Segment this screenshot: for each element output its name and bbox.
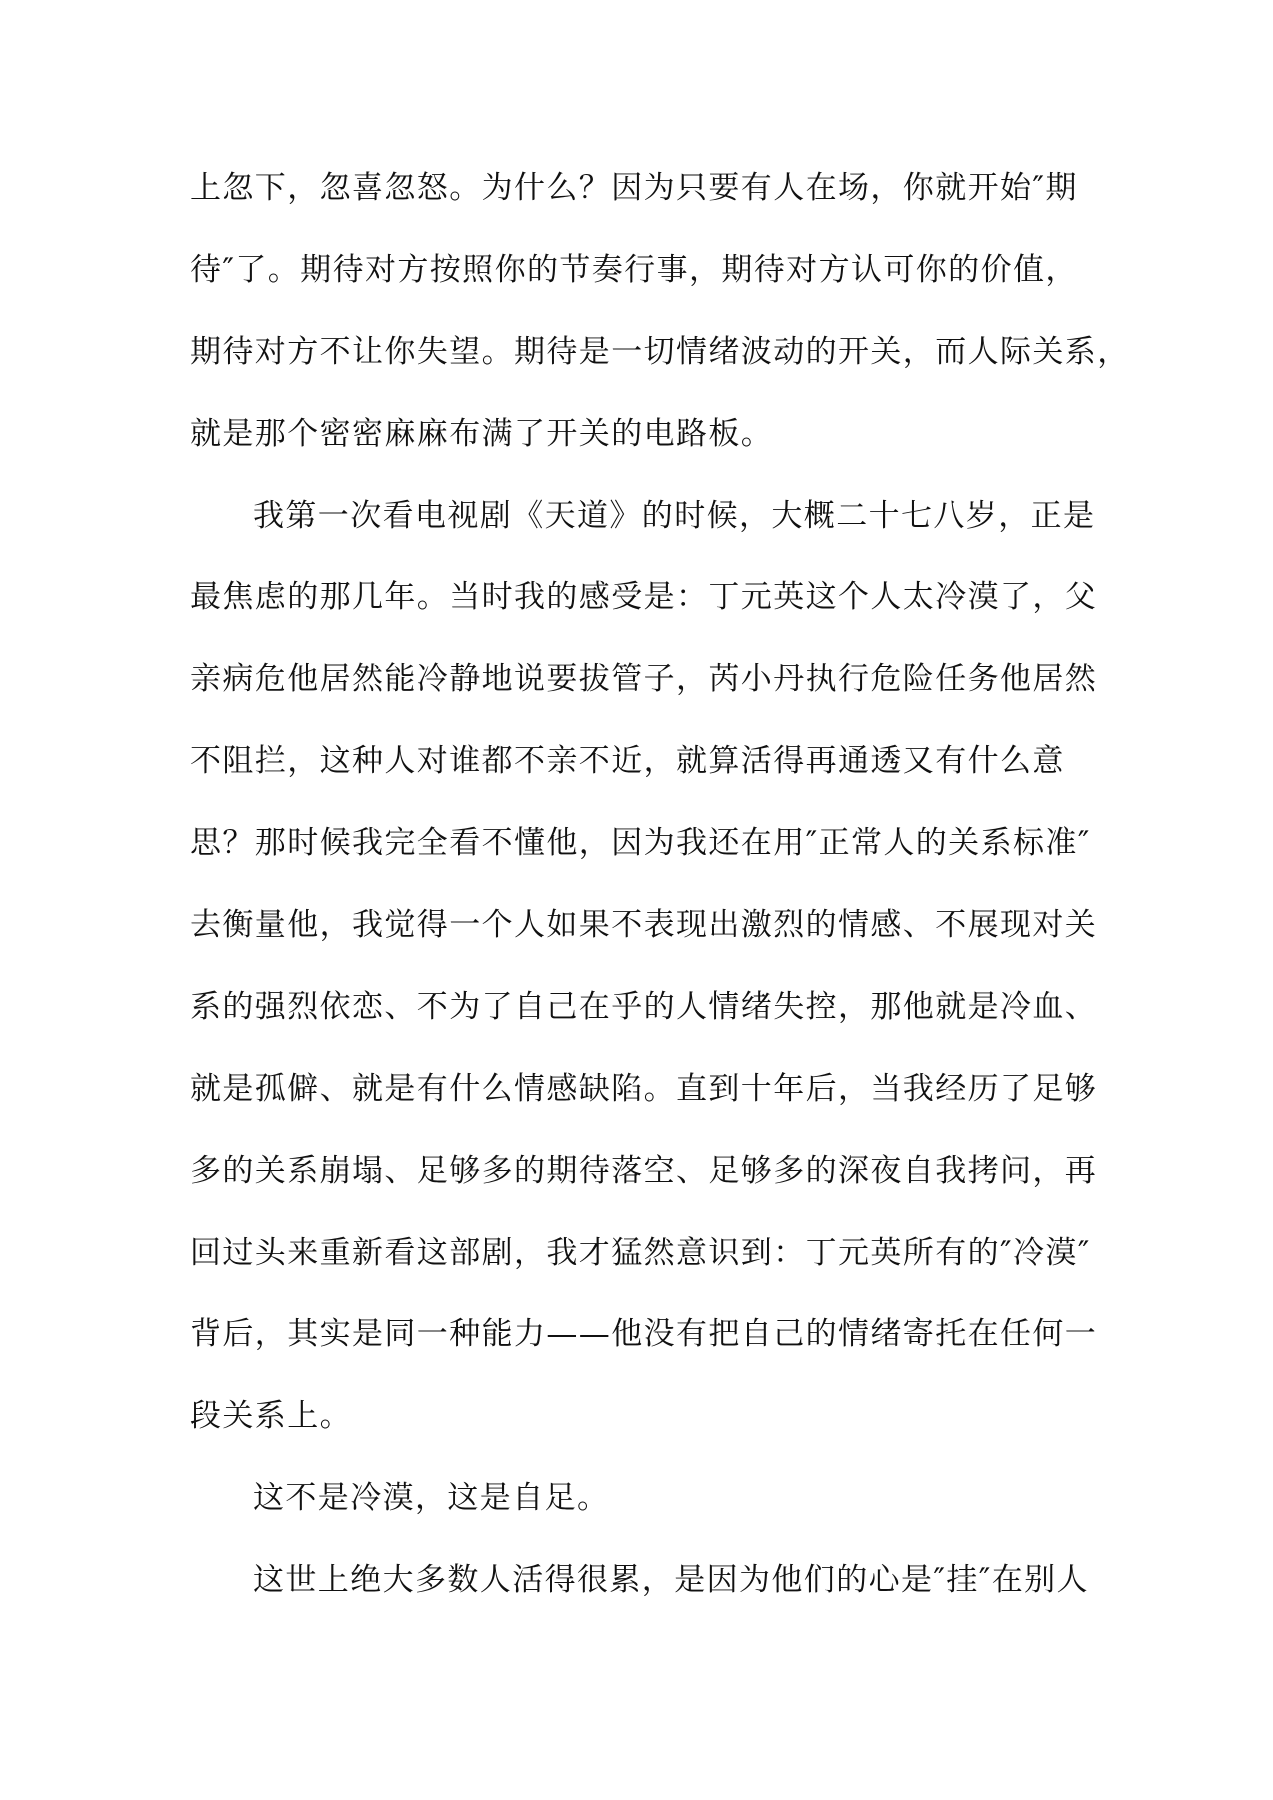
text-line: 待″了。期待对方按照你的节奏行事，期待对方认可你的价值，	[190, 251, 1078, 288]
text-line: 亲病危他居然能冷静地说要拔管子，芮小丹执行危险任务他居然	[190, 661, 1098, 698]
text-line: 系的强烈依恋、不为了自己在乎的人情绪失控，那他就是冷血、	[190, 988, 1098, 1025]
text-line: 期待对方不让你失望。期待是一切情绪波动的开关，而人际关系，	[190, 333, 1130, 370]
paragraph-first-line: 这不是冷漠，这是自足。	[253, 1480, 610, 1517]
text-line: 背后，其实是同一种能力——他没有把自己的情绪寄托在任何一	[190, 1316, 1098, 1353]
text-line: 去衡量他，我觉得一个人如果不表现出激烈的情感、不展现对关	[190, 907, 1098, 944]
text-line: 不阻拦，这种人对谁都不亲不近，就算活得再通透又有什么意	[190, 743, 1065, 780]
text-line: 上忽下，忽喜忽怒。为什么？因为只要有人在场，你就开始″期	[190, 170, 1078, 206]
text-line: 段关系上。	[190, 1398, 352, 1435]
paragraph-first-line: 我第一次看电视剧《天道》的时候，大概二十七八岁，正是	[253, 497, 1096, 534]
text-line: 就是那个密密麻麻布满了开关的电路板。	[190, 415, 774, 452]
text-line: 多的关系崩塌、足够多的期待落空、足够多的深夜自我拷问，再	[190, 1152, 1098, 1189]
text-line: 就是孤僻、就是有什么情感缺陷。直到十年后，当我经历了足够	[190, 1070, 1098, 1107]
paragraph-first-line: 这世上绝大多数人活得很累，是因为他们的心是″挂″在别人	[253, 1562, 1089, 1599]
text-line: 最焦虑的那几年。当时我的感受是：丁元英这个人太冷漠了，父	[190, 579, 1098, 616]
body-text	[190, 168, 1130, 1642]
text-line: 回过头来重新看这部剧，我才猛然意识到：丁元英所有的″冷漠″	[190, 1234, 1091, 1271]
text-line: 思？那时候我完全看不懂他，因为我还在用″正常人的关系标准″	[190, 825, 1091, 862]
